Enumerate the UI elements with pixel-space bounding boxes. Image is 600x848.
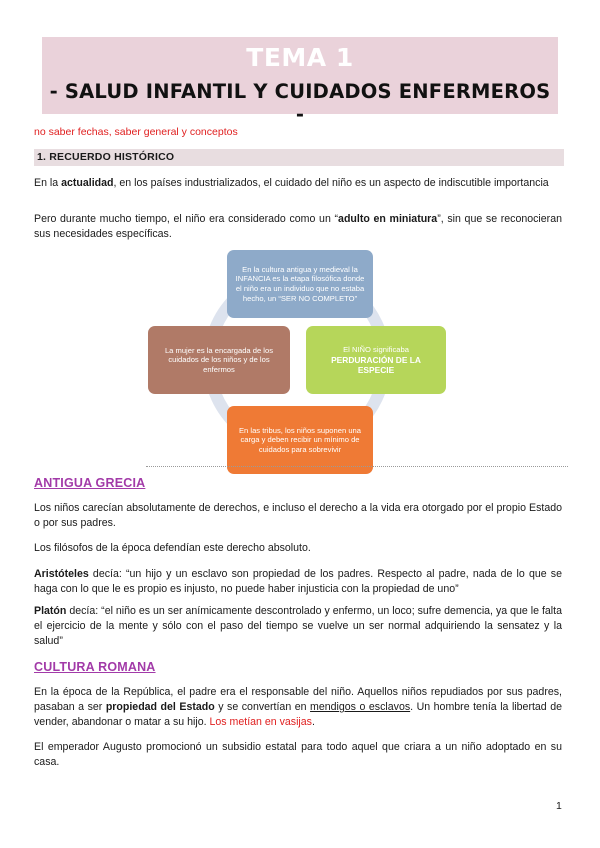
philosopher-name: Aristóteles <box>34 568 89 580</box>
greece-paragraph-aristotle <box>34 567 562 597</box>
page-number: 1 <box>556 800 562 812</box>
greece-paragraph-plato <box>34 604 562 649</box>
cycle-box-antiquity <box>227 250 373 318</box>
intro-text: , en los países industrializados, el cuidado del niño es un aspecto de indiscutible importancia <box>113 177 549 189</box>
intro-text: En la <box>34 177 62 189</box>
rome-paragraph-1 <box>34 685 562 730</box>
cycle-box-text: En la cultura antigua y medieval la INFANCIA es la etapa filosófica donde el niño era un individuo que no estaba hecho, un “SER NO COMPLETO” <box>235 264 365 303</box>
cycle-box-tribes <box>227 406 373 474</box>
topic-title: - SALUD INFANTIL Y CUIDADOS ENFERMEROS - <box>49 80 551 126</box>
topic-number: TEMA 1 <box>246 43 354 72</box>
cycle-box-emphasis: PERDURACIÓN DE LA ESPECIE <box>331 354 421 375</box>
underlined-term: mendigos o esclavos <box>310 701 411 713</box>
cycle-box-women <box>148 326 290 394</box>
intro-paragraph-2 <box>34 212 562 242</box>
rome-text: . <box>311 716 315 728</box>
cycle-box-text: En las tribus, los niños suponen una carga y deben recibir un mínimo de cuidados para sobrevivir <box>238 425 361 454</box>
rome-text: . Un hombre tenía la libertad de vender, abandonar o matar a su hijo. <box>34 701 563 728</box>
bold-term: actualidad <box>61 177 114 189</box>
study-note: no saber fechas, saber general y conceptos <box>34 126 238 138</box>
cycle-box-text: La mujer es la encargada de los cuidados de los niños y de los enfermos <box>164 345 274 374</box>
intro-text: Pero durante mucho tiempo, el niño era considerado como un “ <box>34 213 339 225</box>
rome-text: En la época de la República, el padre era el responsable del niño. Aquellos niños repudiados por sus padres, pasaban a ser <box>34 686 562 713</box>
intro-text: ”, sin que se reconocieran sus necesidades específicas. <box>34 213 562 240</box>
highlighted-note: Los metían en vasijas <box>209 716 312 728</box>
bold-term: adulto en miniatura <box>338 213 438 225</box>
bold-term: propiedad del Estado <box>105 701 215 713</box>
rome-text: y se convertían en <box>214 701 311 713</box>
philosopher-name: Platón <box>34 605 67 617</box>
greece-paragraph-1: Los niños carecían absolutamente de derechos, e incluso el derecho a la vida era otorgado por el propio Estado o por sus padres. <box>34 502 562 529</box>
title-banner <box>42 37 558 126</box>
greece-paragraph-2: Los filósofos de la época defendían este derecho absoluto. <box>34 542 311 554</box>
intro-paragraph-1 <box>34 176 562 191</box>
quote-text: decía: “un hijo y un esclavo son propiedad de los padres. Respecto al padre, nada de lo que se haga con lo que le es propio es injusto, no puede haber injusticia con la propiedad de uno” <box>34 568 562 595</box>
subheading-rome: CULTURA ROMANA <box>34 660 156 674</box>
subheading-greece: ANTIGUA GRECIA <box>34 476 146 490</box>
section-heading-bar <box>34 149 564 166</box>
cycle-box-species <box>306 326 446 394</box>
rome-paragraph-2: El emperador Augusto promocionó un subsidio estatal para todo aquel que criara a un niño adoptado en su casa. <box>34 741 562 768</box>
quote-text: decía: “el niño es un ser anímicamente descontrolado y enfermo, un loco; sufre demencia, ya que le falta el ejercicio de la mente y sólo con el paso del tiempo se vuelve un ser normal adquiriendo la sensatez y la salud” <box>34 605 562 647</box>
section-heading: 1. RECUERDO HISTÓRICO <box>37 151 175 163</box>
dotted-divider <box>146 466 568 467</box>
cycle-box-text: El NIÑO significaba <box>343 345 409 355</box>
